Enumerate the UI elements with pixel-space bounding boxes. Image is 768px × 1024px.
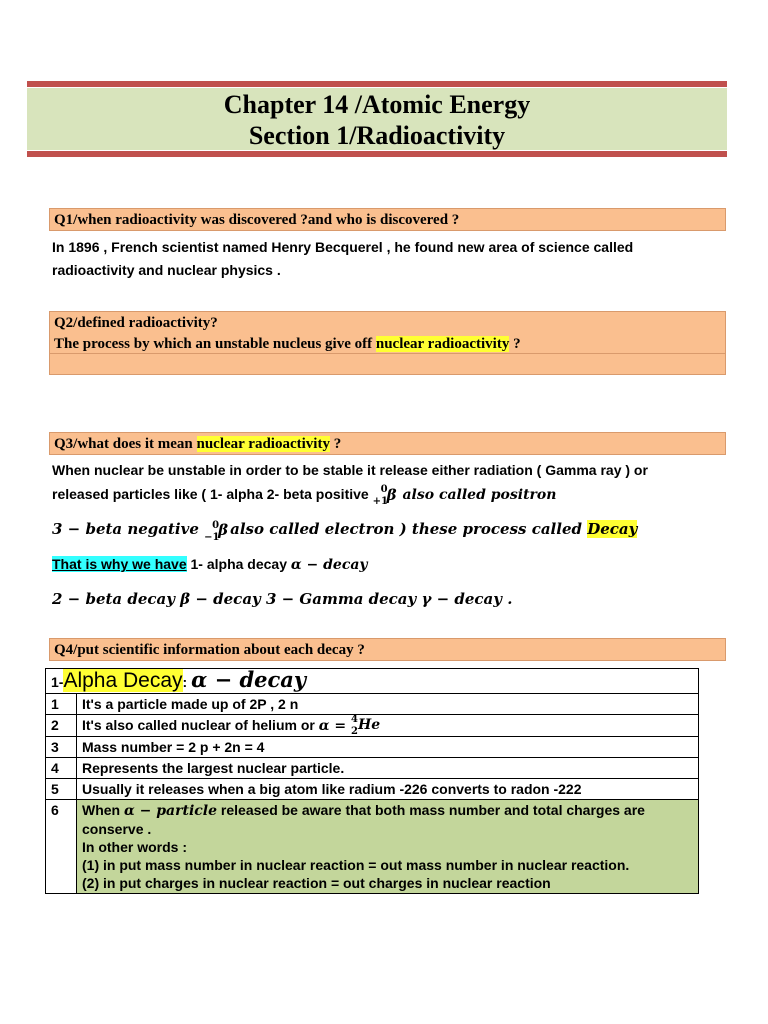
q3-question [50,433,725,456]
charge-rule: (2) in put charges in nuclear reaction = out charges in nuclear reaction [82,875,551,891]
q2-box [49,311,726,354]
row-text: Mass number = 2 p + 2n = 4 [77,737,699,758]
row-text: Represents the largest nuclear particle. [77,758,699,779]
that-is-why-highlight: That is why we have [52,556,187,572]
q3-answer-line2 [52,483,556,506]
in-other-words: In other words : [82,839,187,855]
table-header-row [46,669,699,694]
helium-charge: 2 [351,726,358,737]
alpha-decay-table [45,668,699,894]
electron-mass: 0 [212,520,220,531]
positron-charge: +1 [372,496,388,507]
q2-suffix: ? [509,336,521,352]
table-row [46,715,699,737]
chapter-title: Chapter 14 /Atomic Energy [223,90,531,119]
electron-symbol: β [218,521,229,539]
q2-highlight: nuclear radioactivity [375,336,510,352]
row-text: It's a particle made up of 2P , 2 n [77,694,699,715]
electron-charge: −1 [204,532,220,543]
q3-answer-line3 [52,518,638,543]
q2-definition-text: The process by which an unstable nucleus give off [54,336,376,352]
positron-label: also called positron [402,487,557,503]
table-header-colon: : [182,674,188,690]
q3-highlight: nuclear radioactivity [196,436,330,452]
row-text [77,800,699,894]
header-bottom-rule [27,151,727,157]
q3-suffix: ? [329,436,342,452]
electron-notation [204,518,230,543]
row-number: 2 [46,715,77,737]
q3-question-text: Q3/what does it mean [54,436,197,452]
q1-answer-line2: radioactivity and nuclear physics . [52,262,281,278]
table-row [46,694,699,715]
helium-mass: 4 [351,714,358,725]
row-number: 4 [46,758,77,779]
q3-answer-line5: 2 − beta decay β − decay 3 − Gamma decay γ − decay . [52,590,513,608]
table-row [46,800,699,894]
positron-notation [373,483,399,505]
row-text-part: It's also called nuclear of helium or [82,717,319,733]
table-header-prefix: 1- [51,674,64,690]
q3-line3-c: ) these process called [394,520,588,538]
q4-question: Q4/put scientific information about each decay ? [54,642,365,658]
q2-question: Q2/defined radioactivity? [54,315,218,331]
row-number: 5 [46,779,77,800]
row6-suffix: released be aware that both mass number and total charges are conserve . [82,802,645,837]
decay-highlight: Decay [587,520,638,538]
helium-symbol: He [358,717,381,733]
alpha-particle-math: α − particle [124,803,218,819]
table-header-title: Alpha Decay [63,669,183,692]
q3-answer-line4 [52,553,368,576]
table-row [46,779,699,800]
q3-line3-a: 3 − beta negative [52,520,205,538]
row-text [77,715,699,737]
q2-answer-box [49,353,726,375]
row-text: Usually it releases when a big atom like radium -226 converts to radon -222 [77,779,699,800]
q1-answer-line1: In 1896 , French scientist named Henry Becquerel , he found new area of science called [52,239,634,255]
q1-question: Q1/when radioactivity was discovered ?and who is discovered ? [54,212,460,228]
positron-symbol: β [386,486,397,504]
conservation-line [82,801,693,838]
table-row [46,758,699,779]
helium-notation [351,714,381,737]
row6-prefix: When [82,802,124,818]
q1-box [49,208,726,231]
q3-line4-text: 1- alpha decay [186,556,291,572]
mass-number-rule: (1) in put mass number in nuclear reaction = out mass number in nuclear reaction. [82,857,630,873]
table-row [46,737,699,758]
q3-box [49,432,726,455]
section-title: Section 1/Radioactivity [248,121,506,150]
header-top-rule [27,81,727,87]
q4-box [49,638,726,661]
alpha-decay-math: α − decay [290,557,368,573]
q3-answer-line1: When nuclear be unstable in order to be stable it release either radiation ( Gamma ray ) or [52,462,648,478]
row-number: 3 [46,737,77,758]
table-header-cell [46,669,699,694]
row-number: 1 [46,694,77,715]
alpha-equals: α = [318,718,351,734]
table-header-math: α − decay [191,667,307,692]
q3-line2-text: released particles like ( 1- alpha 2- beta positive [52,486,373,502]
positron-mass: 0 [380,484,388,495]
row-number: 6 [46,800,77,894]
q3-line3-b: also called electron [230,520,395,538]
